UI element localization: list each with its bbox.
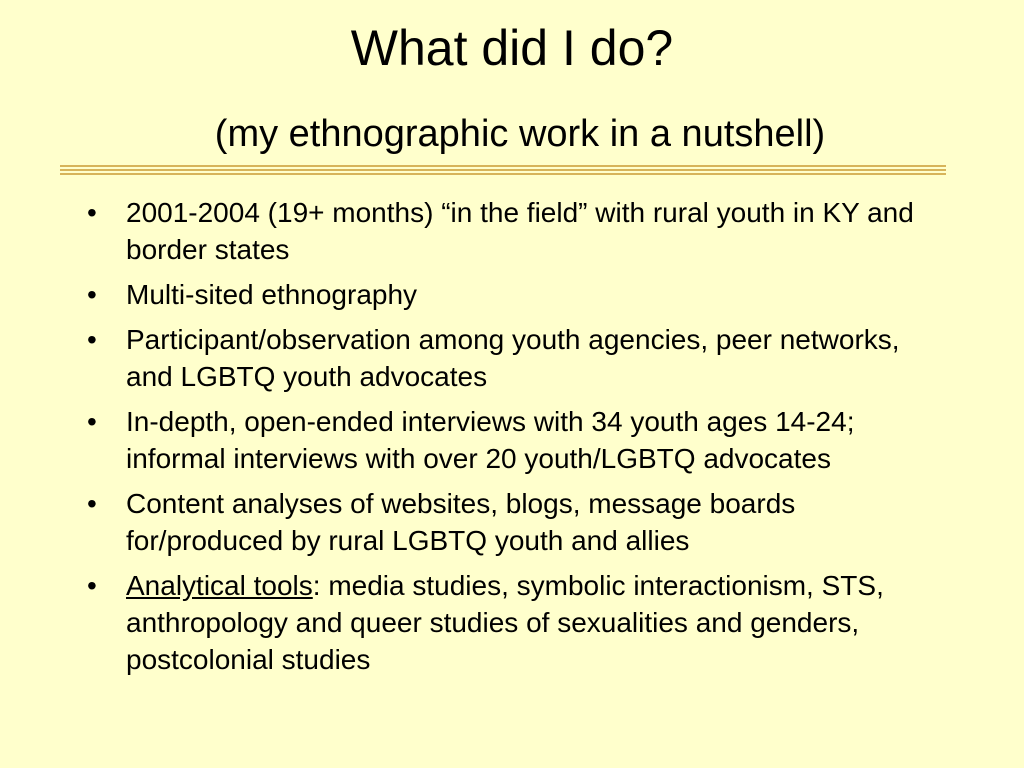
bullet-text: Multi-sited ethnography — [126, 279, 418, 310]
bullet-icon: • — [87, 570, 97, 601]
bullet-item — [87, 194, 947, 268]
bullet-text: 2001-2004 (19+ months) “in the field” with rural youth in KY and border states — [126, 197, 914, 265]
bullet-text: : media studies, symbolic interactionism, STS, anthropology and queer studies of sexualities and genders, postcolonial studies — [126, 570, 884, 675]
bullet-lead-text: Analytical tools — [126, 570, 313, 601]
bullet-item — [87, 403, 947, 477]
bullet-icon: • — [87, 488, 97, 519]
bullet-item — [87, 276, 947, 313]
bullet-list — [87, 194, 947, 686]
title-divider-line — [60, 169, 946, 171]
bullet-item — [87, 485, 947, 559]
bullet-text: Participant/observation among youth agencies, peer networks, and LGBTQ youth advocates — [126, 324, 900, 392]
title-divider-line — [60, 165, 946, 167]
bullet-text: Content analyses of websites, blogs, message boards for/produced by rural LGBTQ youth and allies — [126, 488, 796, 556]
bullet-icon: • — [87, 406, 97, 437]
bullet-text: In-depth, open-ended interviews with 34 youth ages 14-24; informal interviews with over 20 youth/LGBTQ advocates — [126, 406, 855, 474]
bullet-item — [87, 567, 947, 678]
slide-subtitle: (my ethnographic work in a nutshell) — [214, 113, 826, 155]
title-divider-line — [60, 173, 946, 175]
bullet-icon: • — [87, 279, 97, 310]
slide-title: What did I do? — [350, 20, 674, 76]
bullet-item — [87, 321, 947, 395]
bullet-icon: • — [87, 324, 97, 355]
bullet-icon: • — [87, 197, 97, 228]
